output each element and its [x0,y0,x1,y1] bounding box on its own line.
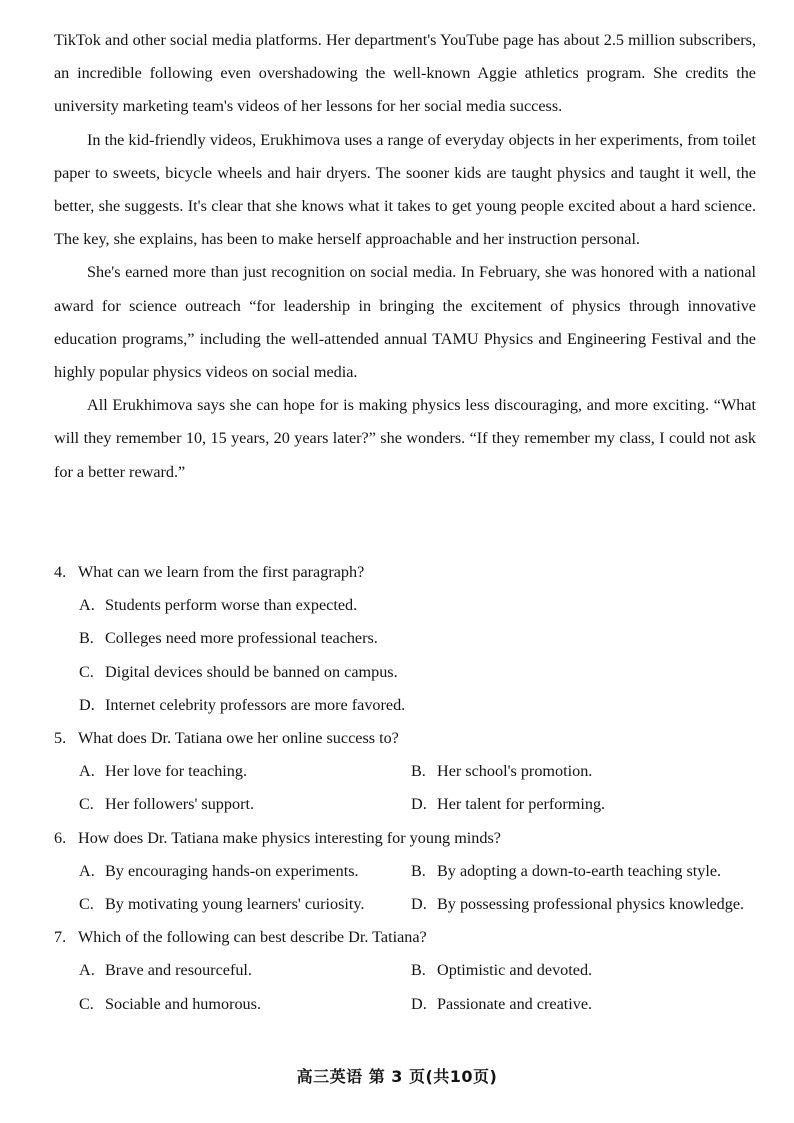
option-text: Internet celebrity professors are more favored. [105,695,406,714]
option-b[interactable] [411,855,721,888]
passage-paragraph-2: In the kid-friendly videos, Erukhimova uses a range of everyday objects in her experiments, from toilet paper to sweets, bicycle wheels and hair dryers. The sooner kids are taught physics and taught it well, the better, she suggests. It's clear that she knows what it takes to get young people excited about a hard science. The key, she explains, has been to make herself approachable and her instruction personal. [54,130,756,249]
option-letter: A. [79,861,95,880]
question-7 [54,921,764,1021]
option-letter: B. [411,961,426,980]
option-text: By adopting a down-to-earth teaching style. [437,861,722,880]
option-letter: D. [79,695,95,714]
option-letter: C. [79,795,94,814]
option-letter: C. [79,994,94,1013]
question-text: What does Dr. Tatiana owe her online success to? [78,729,399,748]
option-text: Digital devices should be banned on campus. [105,662,398,681]
option-d[interactable] [411,888,744,921]
question-stem [54,722,764,755]
question-number: 6. [54,828,67,847]
option-letter: B. [79,629,94,648]
page-footer: 高三英语 第 3 页(共10页) [296,1067,498,1086]
option-list [54,755,764,821]
passage-paragraph-4: All Erukhimova says she can hope for is making physics less discouraging, and more exciting. “What will they remember 10, 15 years, 20 years later?” she wonders. “If they remember my class, I could not ask for a better reward.” [54,396,756,481]
option-text: Sociable and humorous. [105,994,262,1013]
option-letter: C. [79,662,94,681]
option-letter: D. [411,895,427,914]
question-list [54,556,764,1021]
question-6 [54,822,764,922]
question-stem [54,921,764,954]
option-text: Her love for teaching. [105,762,248,781]
option-text: By possessing professional physics knowledge. [437,895,745,914]
option-list [54,954,764,1020]
option-text: Her talent for performing. [437,795,606,814]
option-text: By encouraging hands-on experiments. [105,861,359,880]
option-letter: D. [411,994,427,1013]
option-a[interactable] [79,589,357,622]
option-d[interactable] [411,788,605,821]
question-text: How does Dr. Tatiana make physics interesting for young minds? [78,828,501,847]
question-4 [54,556,764,722]
question-text: What can we learn from the first paragraph? [78,563,365,581]
option-text: Brave and resourceful. [105,961,252,980]
option-b[interactable] [411,755,592,788]
option-text: Her followers' support. [105,795,255,814]
option-b[interactable] [411,954,592,987]
option-text: Passionate and creative. [437,994,593,1013]
passage-paragraph-1: TikTok and other social media platforms. Her department's YouTube page has about 2.5 million subscribers, an incredible following even overshadowing the well-known Aggie athletics program. She credits the university marketing team's videos of her lessons for her social media success. [54,31,756,116]
question-text: Which of the following can best describe Dr. Tatiana? [78,928,427,947]
question-stem [54,822,764,855]
option-c[interactable] [79,888,411,921]
option-text: By motivating young learners' curiosity. [105,895,365,914]
question-number: 7. [54,928,67,947]
option-letter: A. [79,961,95,980]
option-b[interactable] [79,622,378,655]
option-a[interactable] [79,855,411,888]
option-text: Students perform worse than expected. [105,596,358,615]
option-letter: B. [411,861,426,880]
question-number: 4. [54,563,67,581]
reading-passage [54,24,756,489]
option-list [54,589,764,722]
option-letter: C. [79,895,94,914]
option-c[interactable] [79,656,398,689]
question-5 [54,722,764,822]
option-c[interactable] [79,988,411,1021]
option-a[interactable] [79,954,411,987]
option-letter: A. [79,596,95,615]
option-letter: A. [79,762,95,781]
option-letter: D. [411,795,427,814]
option-letter: B. [411,762,426,781]
option-text: Colleges need more professional teachers. [105,629,378,648]
option-list [54,855,764,921]
option-d[interactable] [411,988,592,1021]
question-stem [54,556,764,589]
question-number: 5. [54,729,67,748]
option-c[interactable] [79,788,411,821]
passage-paragraph-3: She's earned more than just recognition on social media. In February, she was honored with a national award for science outreach “for leadership in bringing the excitement of physics through innovative education programs,” including the well-attended annual TAMU Physics and Engineering Festival and the highly popular physics videos on social media. [54,263,756,382]
option-d[interactable] [79,689,405,722]
option-text: Her school's promotion. [437,762,593,781]
option-text: Optimistic and devoted. [437,961,593,980]
option-a[interactable] [79,755,411,788]
